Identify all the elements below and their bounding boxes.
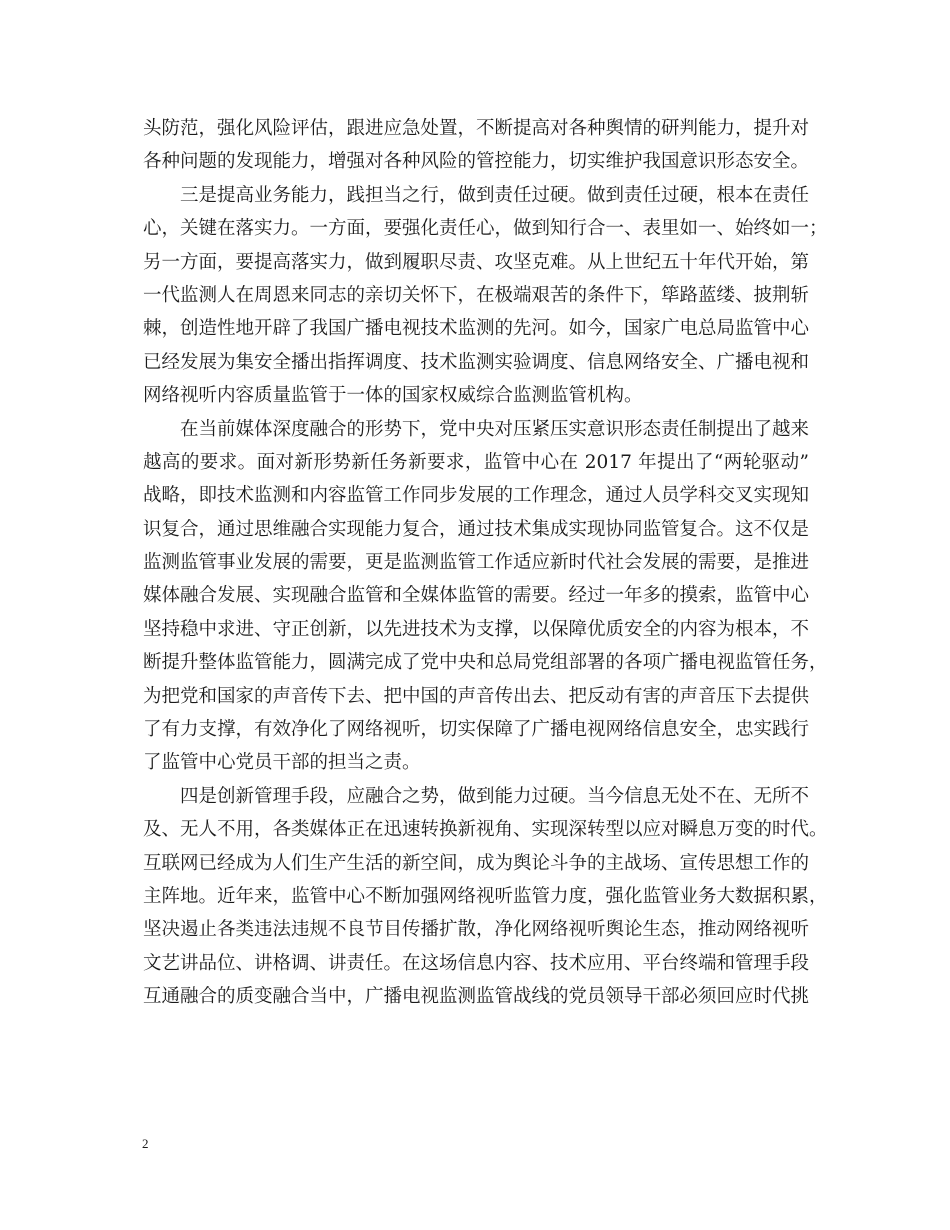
text-line: 坚决遏止各类违法违规不良节目传播扩散，净化网络视听舆论生态，推动网络视听: [143, 919, 810, 941]
text-line: 为把党和国家的声音传下去、把中国的声音传出去、把反动有害的声音压下去提供: [143, 685, 810, 707]
text-line: 主阵地。近年来，监管中心不断加强网络视听监管力度，强化监管业务大数据积累，: [143, 885, 828, 907]
text-line: 坚持稳中求进、守正创新，以先进技术为支撑，以保障优质安全的内容为根本，不: [143, 618, 810, 640]
text-line: 及、无人不用，各类媒体正在迅速转换新视角、实现深转型以应对瞬息万变的时代。: [143, 819, 828, 841]
text-line: 战略，即技术监测和内容监管工作同步发展的工作理念，通过人员学科交叉实现知: [143, 485, 810, 507]
text-line: 互通融合的质变融合当中，广播电视监测监管战线的党员领导干部必须回应时代挑: [143, 986, 810, 1008]
text-line: 断提升整体监管能力，圆满完成了党中央和总局党组部署的各项广播电视监管任务，: [143, 652, 828, 674]
text-line: 识复合，通过思维融合实现能力复合，通过技术集成实现协同监管复合。这不仅是: [143, 518, 810, 540]
text-line: 网络视听内容质量监管于一体的国家权威综合监测监管机构。: [143, 385, 643, 407]
text-line: 心，关键在落实力。一方面，要强化责任心，做到知行合一、表里如一、始终如一；: [143, 218, 828, 240]
page-number: 2: [142, 1136, 149, 1151]
text-line: 一代监测人在周恩来同志的亲切关怀下，在极端艰苦的条件下，筚路蓝缕、披荆斩: [143, 284, 810, 306]
text-line: 互联网已经成为人们生产生活的新空间，成为舆论斗争的主战场、宣传思想工作的: [143, 852, 810, 874]
text-line: 文艺讲品位、讲格调、讲责任。在这场信息内容、技术应用、平台终端和管理手段: [143, 952, 810, 974]
text-line: 了有力支撑，有效净化了网络视听，切实保障了广播电视网络信息安全，忠实践行: [143, 719, 810, 741]
paragraph-start-line: 在当前媒体深度融合的形势下，党中央对压紧压实意识形态责任制提出了越来: [180, 418, 810, 440]
text-line: 已经发展为集安全播出指挥调度、技术监测实验调度、信息网络安全、广播电视和: [143, 351, 810, 373]
paragraph-start-line: 四是创新管理手段，应融合之势，做到能力过硬。当今信息无处不在、无所不: [180, 785, 810, 807]
text-line: 越高的要求。面对新形势新任务新要求，监管中心在 2017 年提出了“两轮驱动”: [143, 451, 809, 473]
body-text: [143, 112, 828, 1014]
text-line: 另一方面，要提高落实力，做到履职尽责、攻坚克难。从上世纪五十年代开始，第: [143, 251, 810, 273]
text-line: 监测监管事业发展的需要，更是监测监管工作适应新时代社会发展的需要，是推进: [143, 552, 810, 574]
paragraph-start-line: 三是提高业务能力，践担当之行，做到责任过硬。做到责任过硬，根本在责任: [180, 184, 810, 206]
text-line: 头防范，强化风险评估，跟进应急处置，不断提高对各种舆情的研判能力，提升对: [143, 118, 810, 139]
text-line: 棘，创造性地开辟了我国广播电视技术监测的先河。如今，国家广电总局监管中心: [143, 318, 810, 340]
text-line: 了监管中心党员干部的担当之责。: [143, 752, 421, 774]
text-line: 各种问题的发现能力，增强对各种风险的管控能力，切实维护我国意识形态安全。: [143, 151, 810, 173]
text-line: 媒体融合发展、实现融合监管和全媒体监管的需要。经过一年多的摸索，监管中心: [143, 585, 810, 607]
